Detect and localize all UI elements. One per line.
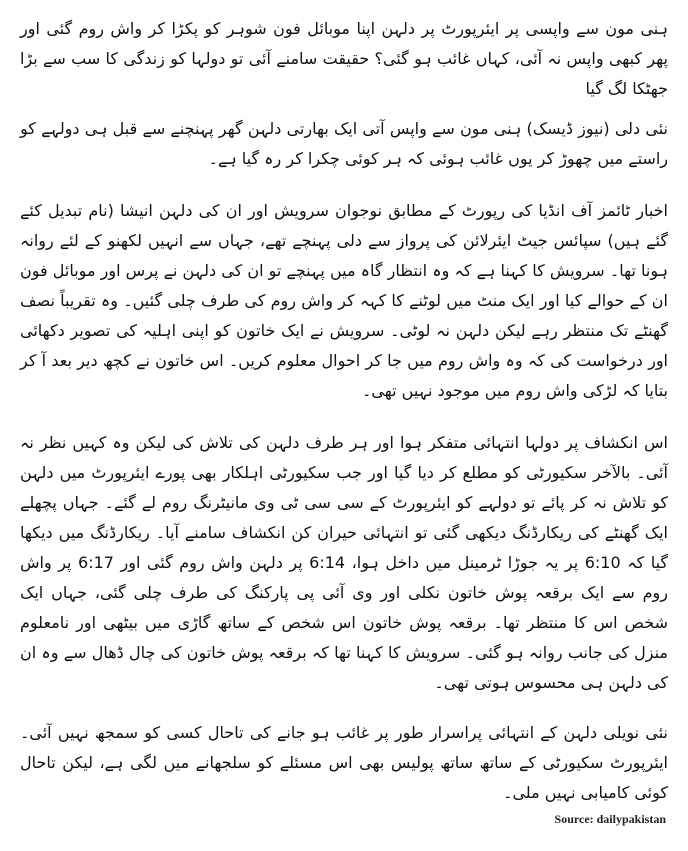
closing-paragraph: نئی نویلی دلہن کے انتہائی پراسرار طور پر غائب ہو جانے کی تاحال کسی کو سمجھ نہیں آئی۔ ایئرپورٹ سکیورٹی کے ساتھ ساتھ پولیس بھی اس مسئلے کو سلجھانے میں لگی ہے، لیکن تاحال کوئی کامیابی نہیں ملی۔ [20,723,668,802]
body-paragraph: اخبار ٹائمز آف انڈیا کی رپورٹ کے مطابق نوجوان سرویش اور ان کی دلہن انیشا (نام تبدیل کئے گئے ہیں) سپائس جیٹ ایئرلائن کی پرواز سے دلی پہنچے تھے، جہاں سے انہیں لکھنو کے لئے روانہ ہونا تھا۔ سرویش کا کہنا ہے کہ وہ انتظار گاہ میں پہنچے تو ان کی دلہن نے پرس اور موبائل فون ان کے حوالے کیا اور ایک منٹ میں لوٹنے کا کہہ کر واش روم کی طرف چلی گئیں۔ وہ تقریباً نصف گھنٹے تک منتظر رہے لیکن دلہن نہ لوٹی۔ سرویش نے ایک خاتون کو اپنی اہلیہ کی تصویر دکھائی اور درخواست کی کہ وہ واش روم میں جا کر احوال معلوم کریں۔ اس خاتون نے کچھ دیر بعد آ کر بتایا کہ لڑکی واش روم میں موجود نہیں تھی۔ [20,201,668,400]
source-credit: Source: dailypakistan [554,812,666,826]
body-paragraph: اس انکشاف پر دولہا انتہائی متفکر ہوا اور ہر طرف دلہن کی تلاش کی لیکن وہ کہیں نظر نہ آئی۔ بالآخر سکیورٹی کو مطلع کر دیا گیا اور جب سکیورٹی اہلکار بھی پورے ایئرپورٹ میں دلہن کو تلاش نہ کر پائے تو دولہے کو ایئرپورٹ کے سی سی ٹی وی مانیٹرنگ روم لے گئے۔ جہاں پچھلے ایک گھنٹے کی ریکارڈنگ دیکھی گئی تو انتہائی حیران کن انکشاف سامنے آیا۔ ریکارڈنگ میں دیکھا گیا کہ 6:10 پر یہ جوڑا ٹرمینل میں داخل ہوا، 6:14 پر دلہن واش روم گئی اور 6:17 پر واش روم سے ایک برقعہ پوش خاتون نکلی اور وی آئی پی پارکنگ کی طرف چلی گئی، جہاں ایک شخص اس کا منتظر تھا۔ برقعہ پوش خاتون اس شخص کے ساتھ گاڑی میں بیٹھی اور نامعلوم منزل کی جانب روانہ ہو گئی۔ سرویش کا کہنا تھا کہ برقعہ پوش خاتون کی چال ڈھال سے وہ ان کی دلہن ہی محسوس ہوتی تھی۔ [20,433,669,692]
headline-paragraph: ہنی مون سے واپسی پر ایئرپورٹ پر دلہن اپنا موبائل فون شوہر کو پکڑا کر واش روم گئی اور پھر کبھی واپس نہ آئی، کہاں غائب ہو گئی؟ حقیقت سامنے آئی تو دولہا کو زندگی کا سب سے بڑا جھٹکا لگ گیا [20,19,668,98]
article-body [20,14,668,826]
dateline-paragraph: نئی دلی (نیوز ڈیسک) ہنی مون سے واپس آتی ایک بھارتی دلہن گھر پہنچنے سے قبل ہی دولہے کو راستے میں چھوڑ کر یوں غائب ہوئی کہ ہر کوئی چکرا کر رہ گیا ہے۔ [20,119,668,168]
